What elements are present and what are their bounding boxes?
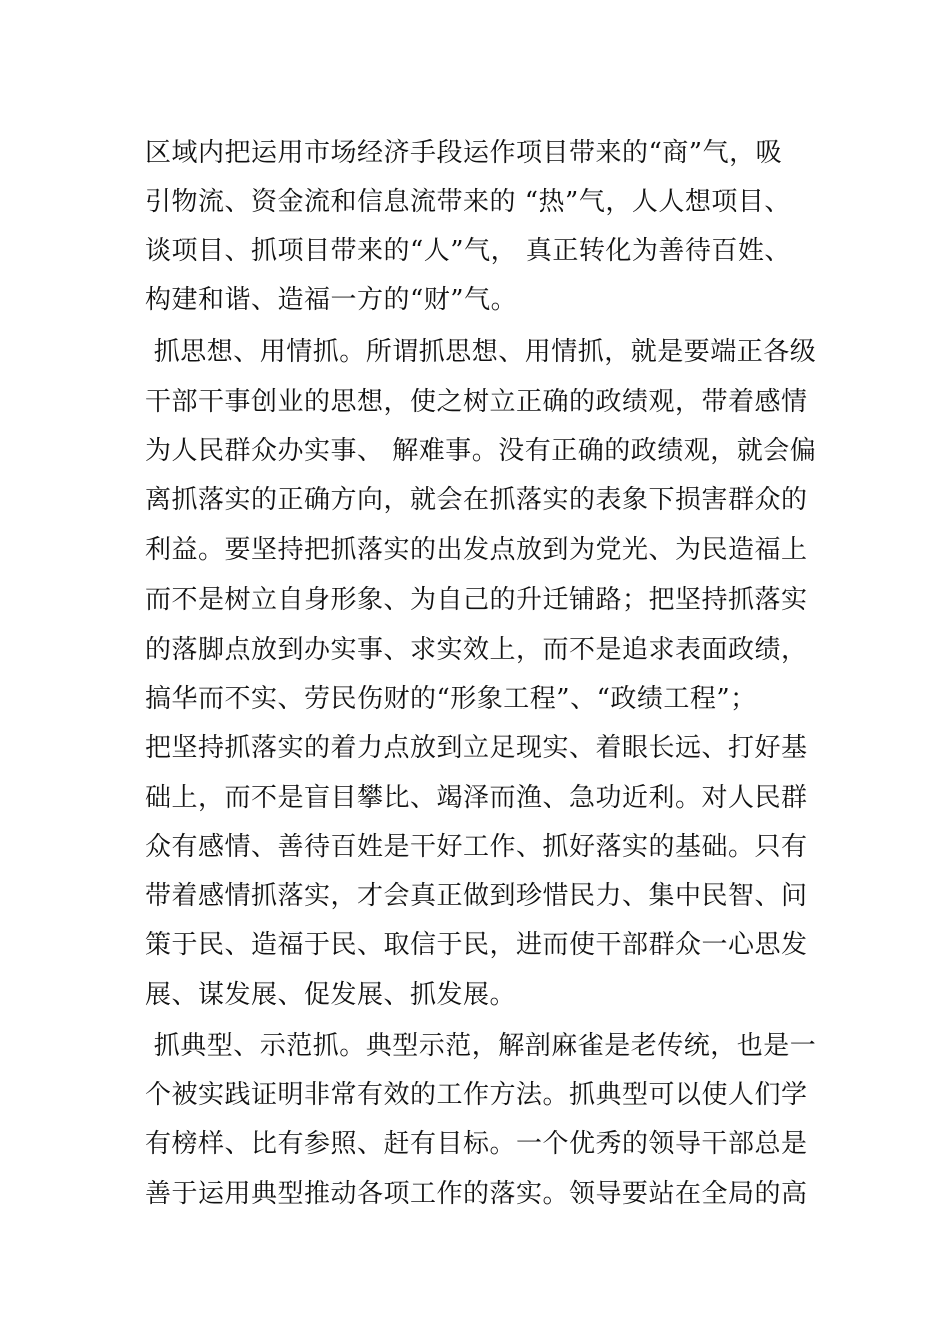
text-line-3: 谈项目、抓项目带来的“人”气， 真正转化为善待百姓、 — [145, 236, 791, 266]
text-line-12: 搞华而不实、劳民伤财的“形象工程”、“政绩工程”； — [145, 684, 757, 714]
text-line-10: 而不是树立自身形象、为自己的升迁铺路；把坚持抓落实 — [145, 585, 808, 615]
text-line-6: 干部干事创业的思想，使之树立正确的政绩观，带着感情 — [145, 387, 808, 417]
text-line-2: 引物流、资金流和信息流带来的 “热”气，人人想项目、 — [145, 187, 791, 217]
text-line-21: 有榜样、比有参照、赶有目标。一个优秀的领导干部总是 — [145, 1129, 808, 1159]
text-line-11: 的落脚点放到办实事、求实效上，而不是追求表面政绩， — [145, 635, 808, 665]
text-line-15: 众有感情、善待百姓是干好工作、抓好落实的基础。只有 — [145, 832, 808, 862]
text-line-8: 离抓落实的正确方向，就会在抓落实的表象下损害群众的 — [145, 485, 808, 515]
text-line-13: 把坚持抓落实的着力点放到立足现实、着眼长远、打好基 — [145, 733, 808, 763]
text-line-14: 础上，而不是盲目攀比、竭泽而渔、急功近利。对人民群 — [145, 783, 808, 813]
text-line-17: 策于民、造福于民、取信于民，进而使干部群众一心思发 — [145, 930, 808, 960]
text-line-9: 利益。要坚持把抓落实的出发点放到为党光、为民造福上 — [145, 535, 808, 565]
text-line-1: 区域内把运用市场经济手段运作项目带来的“商”气，吸 — [145, 138, 783, 168]
text-line-4: 构建和谐、造福一方的“财”气。 — [145, 285, 518, 315]
text-line-20: 个被实践证明非常有效的工作方法。抓典型可以使人们学 — [145, 1080, 808, 1110]
text-line-22: 善于运用典型推动各项工作的落实。领导要站在全局的高 — [145, 1179, 808, 1209]
text-line-18: 展、谋发展、促发展、抓发展。 — [145, 980, 517, 1010]
text-line-7: 为人民群众办实事、 解难事。没有正确的政绩观，就会偏 — [145, 436, 817, 466]
text-line-19: 抓典型、示范抓。典型示范，解剖麻雀是老传统，也是一 — [145, 1031, 817, 1061]
text-line-5: 抓思想、用情抓。所谓抓思想、用情抓，就是要端正各级 — [145, 337, 817, 367]
text-line-16: 带着感情抓落实，才会真正做到珍惜民力、集中民智、问 — [145, 881, 808, 911]
